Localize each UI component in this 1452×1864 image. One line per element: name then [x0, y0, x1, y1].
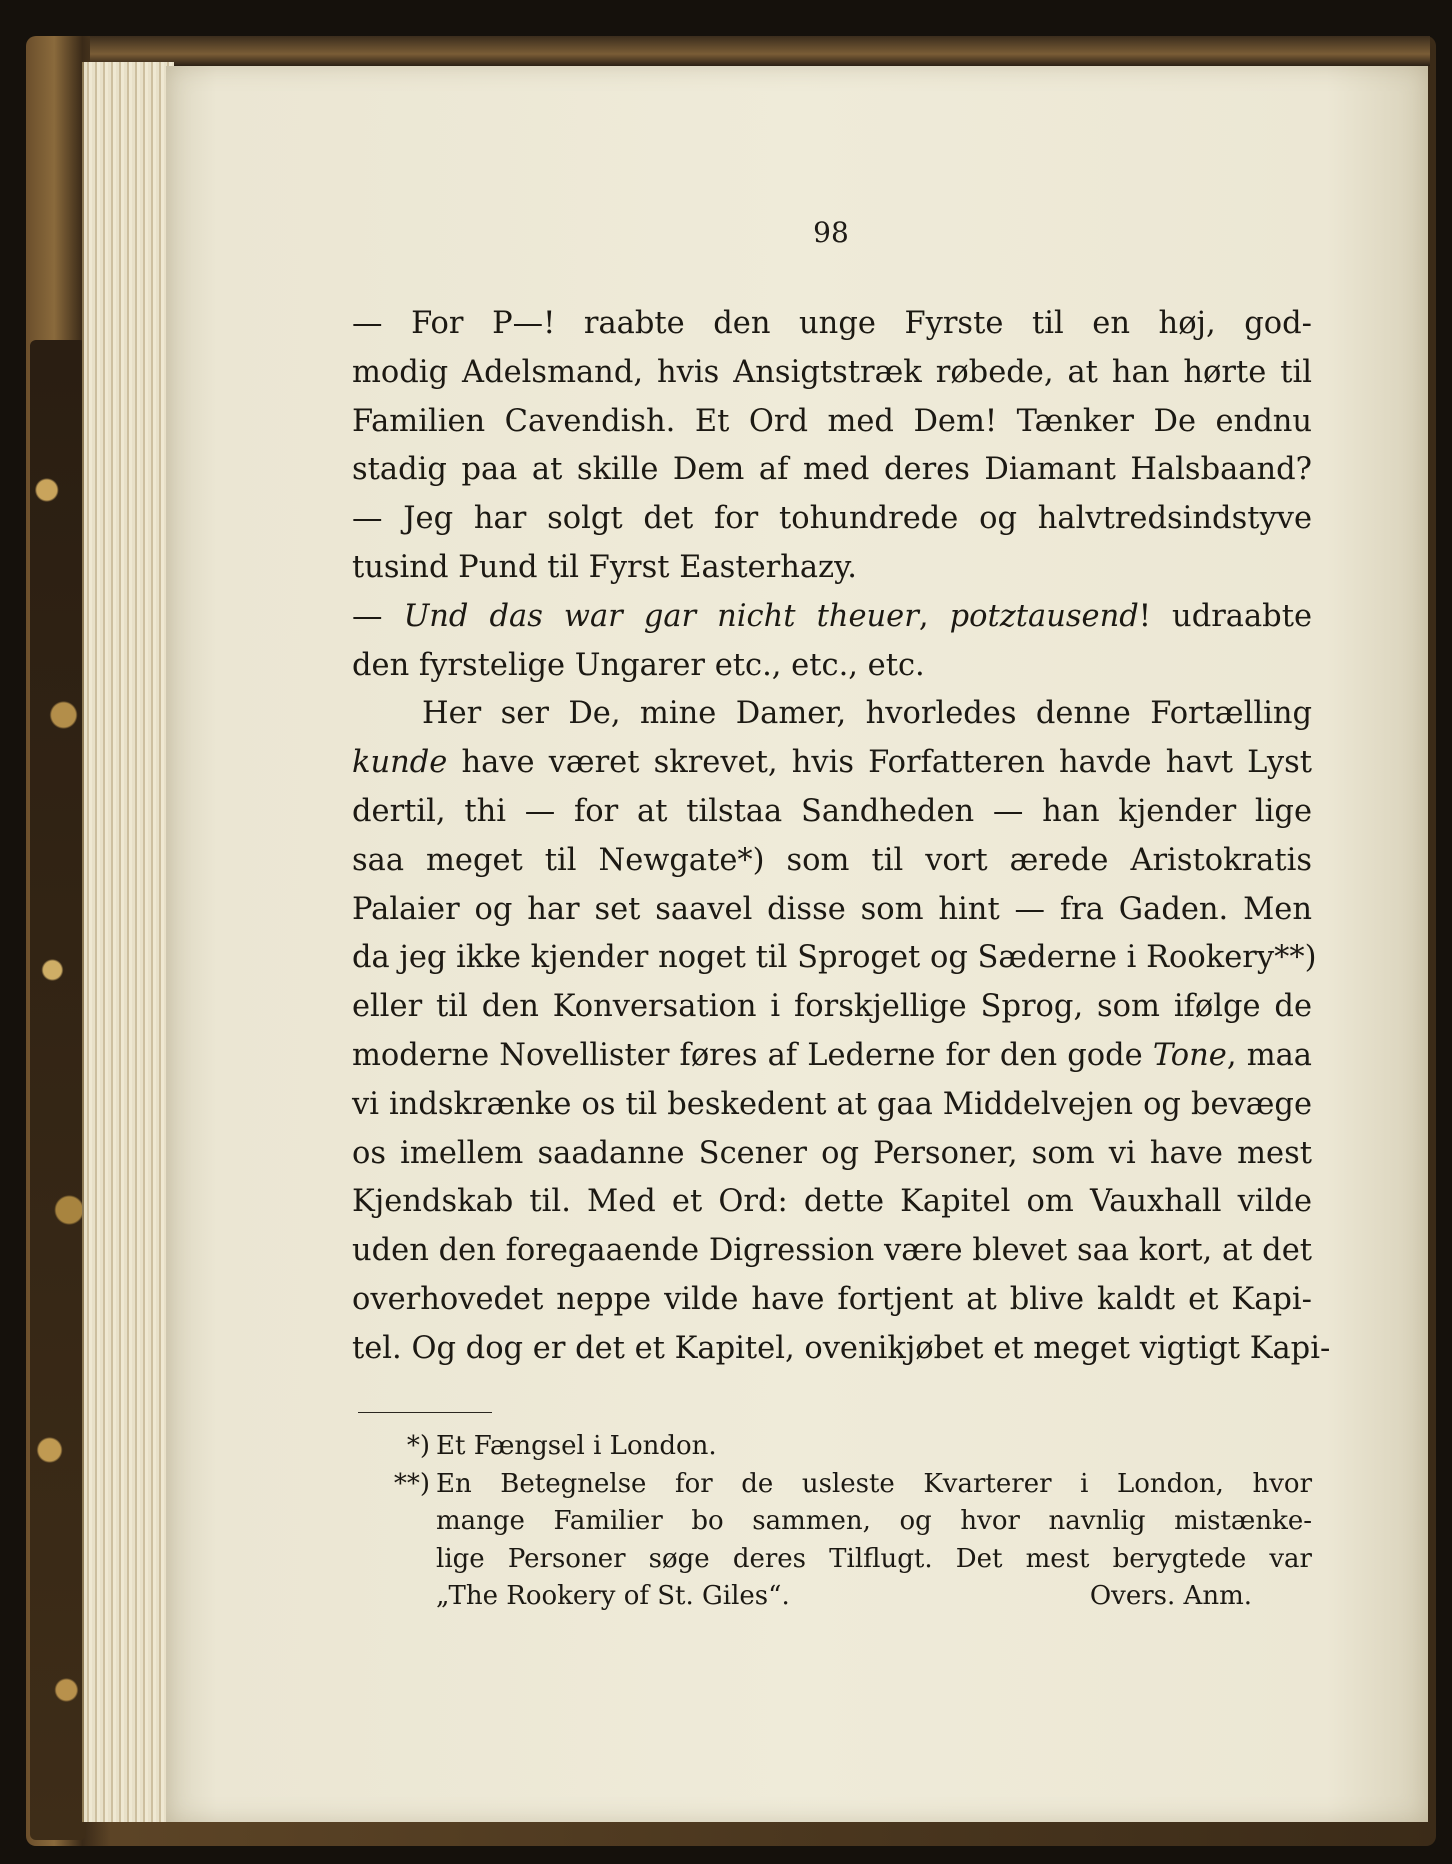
footnote-line: Et Fængsel i London. [436, 1431, 717, 1461]
dash: — [352, 598, 383, 634]
text-line: Kjendskab til. Med et Ord: dette Kapitel om Vauxhall vilde [352, 1184, 1312, 1220]
text-line: Familien Cavendish. Et Ord med Dem! Tænker De endnu [352, 403, 1312, 439]
text-line: da jeg ikke kjender noget til Sproget og Sæderne i Rookery**) [352, 940, 1317, 976]
text-line: — Jeg har solgt det for tohundrede og halvtredsindstyve [352, 501, 1312, 537]
text-line: Palaier og har set saavel disse som hint — fra Gaden. Men [352, 891, 1312, 927]
footnote-line: „The Rookery of St. Giles“. [436, 1581, 790, 1612]
text-line-with-italic [352, 1032, 1312, 1081]
comma: , [918, 598, 929, 634]
text-line: — For P—! raabte den unge Fyrste til en høj, god- [352, 306, 1312, 341]
text-line: uden den foregaaende Digression være blevet saa kort, at det [352, 1233, 1312, 1269]
italic-word: Tone [1152, 1037, 1227, 1073]
text-line: Her ser De, mine Damer, hvorledes denne Fortælling [422, 696, 1312, 732]
text-line: stadig paa at skille Dem af med deres Diamant Halsbaand? [352, 452, 1312, 488]
translator-note: Overs. Anm. [1089, 1581, 1252, 1612]
footnote-line: En Betegnelse for de usleste Kvarterer i London, hvor [436, 1468, 1312, 1499]
text-fragment: have været skrevet, hvis Forfatteren havde havt Lyst [461, 745, 1312, 781]
footnote-2 [360, 1466, 1312, 1616]
text-line: tel. Og dog er det et Kapitel, ovenikjøbet et meget vigtigt Kapi- [352, 1330, 1331, 1366]
footnote-mark: **) [393, 1468, 430, 1499]
quote-tail: ! udraabte [1138, 598, 1313, 634]
footnote-line: mange Familier bo sammen, og hvor navnlig mistænke- [436, 1506, 1312, 1537]
italic-exclamation: potztausend [949, 598, 1139, 634]
book-cover-top-edge [90, 36, 1430, 66]
text-line: dertil, thi — for at tilstaa Sandheden — han kjender lige [352, 793, 1312, 829]
text-line: den fyrstelige Ungarer etc., etc., etc. [352, 647, 925, 683]
text-line: eller til den Konversation i forskjellige Sprog, som ifølge de [352, 989, 1312, 1025]
page-number: 98 [813, 216, 849, 249]
footnote-mark: *) [406, 1431, 430, 1461]
footnotes [360, 1428, 1312, 1616]
text-line-italic-quote [352, 593, 1312, 642]
text-line: modig Adelsmand, hvis Ansigtstræk røbede, at han hørte til [352, 354, 1312, 390]
text-line: vi indskrænke os til beskedent at gaa Middelvejen og bevæge [352, 1086, 1312, 1122]
text-line: overhovedet neppe vilde have fortjent at blive kaldt et Kapi- [352, 1281, 1312, 1317]
marbled-endpaper [30, 340, 86, 1840]
text-fragment: , maa [1226, 1037, 1312, 1073]
text-line-with-italic [352, 739, 1312, 788]
footnote-divider [358, 1412, 492, 1413]
footnote-line: lige Personer søge deres Tilflugt. Det mest berygtede var [436, 1543, 1312, 1574]
footnote-last-line [436, 1578, 1312, 1616]
text-line: saa meget til Newgate*) som til vort ærede Aristokratis [352, 842, 1312, 878]
page-edges [82, 62, 174, 1822]
text-fragment: moderne Novellister føres af Lederne for den gode [352, 1037, 1143, 1073]
footnote-1 [360, 1428, 1312, 1466]
body-text [352, 300, 1331, 1374]
italic-word: kunde [352, 745, 448, 781]
text-line: os imellem saadanne Scener og Personer, som vi have mest [352, 1135, 1312, 1171]
text-line: tusind Pund til Fyrst Easterhazy. [352, 549, 857, 585]
italic-quote: Und das war gar nicht theuer [403, 598, 919, 634]
